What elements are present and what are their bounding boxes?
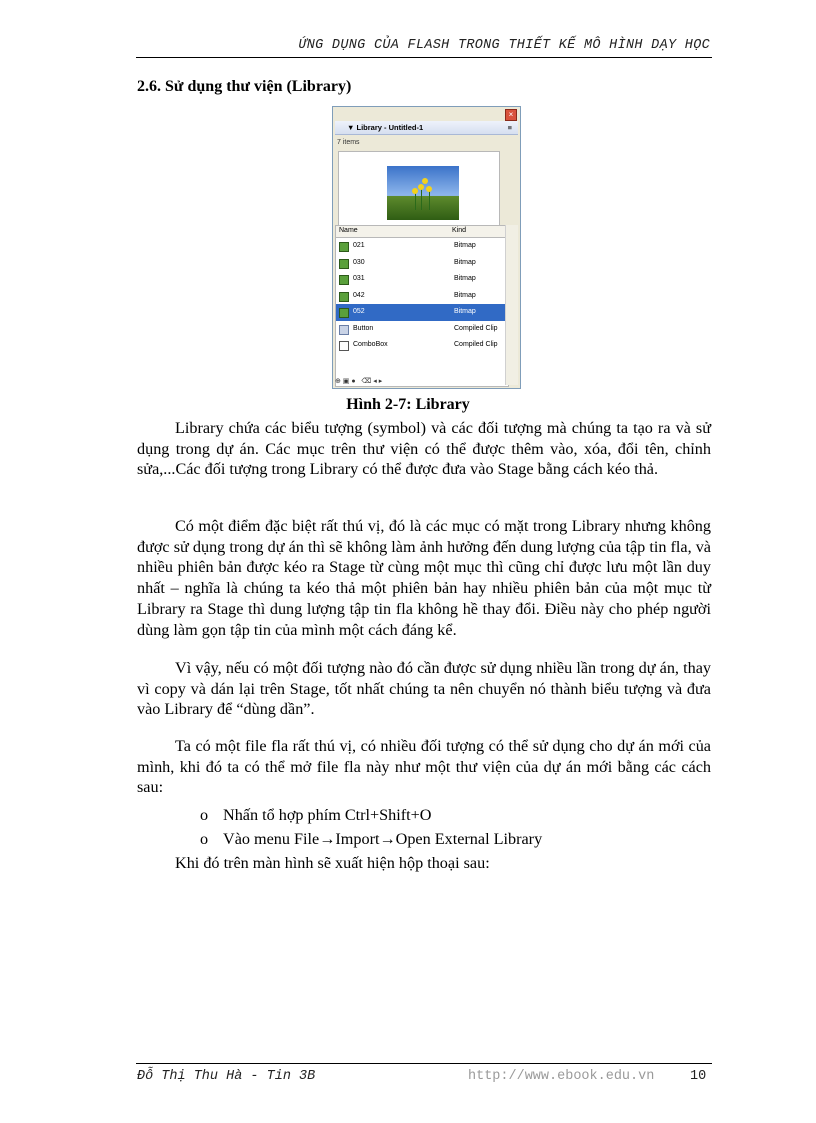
item-kind: Bitmap [454,291,476,299]
item-kind: Bitmap [454,242,476,249]
bitmap-icon [339,275,349,285]
item-name: ComboBox [353,341,388,348]
flower-shape [422,178,428,184]
flower-shape [426,186,432,192]
library-panel-figure [332,106,521,389]
scrollbar [505,225,518,385]
footer-author: Đỗ Thị Thu Hà - Tin 3B [137,1069,316,1084]
bullet-item [200,805,431,825]
bitmap-icon [339,292,349,302]
close-icon: × [505,109,517,121]
library-panel-title: ▼ Library - Untitled-1 [347,123,424,132]
paragraph: Có một điểm đặc biệt rất thú vị, đó là các mục có mặt trong Library nhưng không được sử dụng trong dự án thì sẽ không làm ảnh hưởng đến dung lượng của tập tin fla, và nhiều phiên bản được kéo ra Stage từ cùng một mục thì cũng chỉ được lưu một lần duy nhất – nghĩa là chúng ta kéo thả một phiên bản hay nhiều phiên bản của một mục từ Library ra Stage thì dung lượng tập tin fla không hề thay đổi. Điều này cho phép người dùng làm gọn tập tin của mình một cách đáng kể. [137,517,711,639]
preview-pane [338,151,500,228]
figure-caption: Hình 2-7: Library [346,396,470,413]
flower-shape [412,188,418,194]
bullet-text: Nhấn tổ hợp phím Ctrl+Shift+O [223,806,432,824]
item-kind: Bitmap [454,275,476,282]
running-header: ỨNG DỤNG CỦA FLASH TRONG THIẾT KẾ MÔ HÌNH DẠY HỌC [298,38,710,53]
column-header-kind: Kind [452,227,467,234]
list-item [336,321,508,338]
list-item [336,271,508,288]
list-item [336,288,508,305]
bullet-text: Vào menu File→Import→Open External Library [223,830,543,848]
column-header-name: Name [339,227,358,234]
item-name: Button [353,324,374,332]
paragraph: Ta có một file fla rất thú vị, có nhiều đối tượng có thể sử dụng cho dự án mới của mình, khi đó ta có thể mở file fla này như một thư viện của dự án mới bằng các cách sau: [137,737,711,797]
paragraph: Vì vậy, nếu có một đối tượng nào đó cần được sử dụng nhiều lần trong dự án, thay vì copy và dán lại trên Stage, tốt nhất chúng ta nên chuyển nó thành biểu tượng và đưa vào Library để “dùng dần”. [137,659,711,719]
stem-shape [429,190,430,210]
section-title: 2.6. Sử dụng thư viện (Library) [137,78,352,95]
item-name: 052 [353,308,365,315]
bullet-circle-icon: o [200,830,209,848]
bitmap-icon [339,242,349,252]
header-rule [136,57,712,58]
paragraph: Khi đó trên màn hình sẽ xuất hiện hộp thoại sau: [175,854,490,872]
footer-url: http://www.ebook.edu.vn [468,1069,655,1084]
list-item-selected [336,304,508,321]
panel-toolbar-icons: ⊕ ▣ ● ⌫ ◂ ▸ [335,378,383,385]
page-number: 10 [690,1069,707,1084]
item-kind: Compiled Clip [454,341,498,348]
item-kind: Bitmap [454,258,476,266]
panel-menu-icon: ≡ [507,123,512,132]
item-name: 021 [353,242,365,249]
bullet-circle-icon: o [200,806,209,824]
flower-preview-image [387,166,459,220]
item-count: 7 items [337,139,360,146]
bullet-item [200,829,542,849]
item-name: 031 [353,275,365,282]
stem-shape [421,188,422,210]
paragraph: Library chứa các biểu tượng (symbol) và các đối tượng mà chúng ta tạo ra và sử dụng trong dự án. Các mục trên thư viện có thể được thêm vào, xóa, đổi tên, chỉnh sửa,...Các đối tượng trong Library có thể được đưa vào Stage bằng cách kéo thả. [137,419,711,479]
item-name: 042 [353,291,365,299]
bitmap-icon [339,308,349,318]
list-item [336,255,508,272]
item-kind: Bitmap [454,308,476,315]
list-item [336,238,508,255]
flower-shape [418,184,424,190]
library-panel-titlebar [335,121,518,135]
list-item [336,337,508,354]
clip-icon [339,341,349,351]
footer-rule [136,1063,712,1064]
list-header [336,226,508,238]
library-item-list [335,225,509,387]
clip-icon [339,325,349,335]
stem-shape [415,192,416,210]
bitmap-icon [339,259,349,269]
item-kind: Compiled Clip [454,324,498,332]
item-name: 030 [353,258,365,266]
